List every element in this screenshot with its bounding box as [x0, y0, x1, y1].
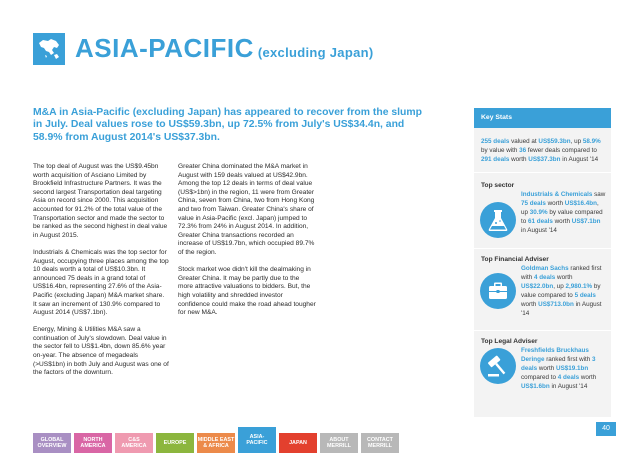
- nav-tab-middle-east-africa[interactable]: MIDDLE EAST & AFRICA: [197, 433, 235, 453]
- paragraph: Stock market woe didn't kill the dealmaking in Greater China. It may be partly due to the more attractive valuations to bidders. But, the high volatility and shredded investor confidence could make the road ahead tougher for new M&A.: [178, 266, 316, 317]
- asia-map-icon: [33, 33, 65, 65]
- body-column-1: [33, 163, 169, 386]
- key-stats-text: 255 deals valued at US$59.3bn, up 58.9% by value with 36 fewer deals compared to 291 deals worth US$37.3bn in August '14: [481, 138, 601, 163]
- page-title-text: ASIA-PACIFIC: [75, 33, 254, 63]
- divider: [474, 172, 611, 173]
- nav-tab-asia-pacific[interactable]: ASIA- PACIFIC: [238, 427, 276, 453]
- gavel-icon: [480, 348, 516, 384]
- top-sector-text: Industrials & Chemicals saw 75 deals worth US$16.4bn, up 30.9% by value compared to 61 deals worth US$7.1bn in August '14: [521, 191, 606, 234]
- page-title: [75, 33, 373, 64]
- top-financial-adviser-text: Goldman Sachs ranked first with 4 deals worth US$22.0bn, up 2,980.1% by value compared to 5 deals worth US$713.0bn in August '14: [521, 265, 602, 317]
- nav-tab-contact-merrill[interactable]: CONTACT MERRILL: [361, 433, 399, 453]
- key-stats-header: [474, 108, 611, 128]
- nav-tab-japan[interactable]: JAPAN: [279, 433, 317, 453]
- paragraph: Energy, Mining & Utilities M&A saw a continuation of July's slowdown. Deal value in the sector fell to US$1.4bn, down 85.6% year on-year. The absence of megadeals (>US$1bn) in both July and August was one of the factors of the downturn.: [33, 326, 169, 377]
- divider: [474, 248, 611, 249]
- nav-tab-about-merrill[interactable]: ABOUT MERRILL: [320, 433, 358, 453]
- section-nav: [33, 433, 402, 453]
- paragraph: Industrials & Chemicals was the top sector for August, occupying three places among the top 10 deals worth a total of US$10.3bn. It announced 75 deals in a grand total of US$16.4bn, representing 27.6% of the Asia-Pacific (excluding Japan) M&A market share. It saw an increment of 130.9% compared to August 2014 (US$7.1bn).: [33, 248, 169, 317]
- top-sector-label: Top sector: [481, 182, 515, 189]
- page-number-text: 40: [602, 425, 610, 432]
- paragraph: The top deal of August was the US$9.45bn worth acquisition of Asciano Limited by Brookfield Infrastructure Partners. It was the second largest Transportation deal targeting Asia on record since 2000. This acquisition accounted for 91.2% of the total value of the Transportation sector and made the sector to be ranked as the second highest in deal value in August 2015.: [33, 163, 168, 239]
- page-number: [596, 422, 616, 436]
- nav-tab-global-overview[interactable]: GLOBAL OVERVIEW: [33, 433, 71, 453]
- top-legal-adviser-label: Top Legal Adviser: [481, 338, 538, 345]
- page-subtitle: (excluding Japan): [257, 45, 374, 60]
- body-column-2: [178, 163, 316, 326]
- top-legal-adviser-text: Freshfields Bruckhaus Deringe ranked first with 3 deals worth US$19.1bn compared to 4 deals worth US$1.6bn in August '14: [521, 347, 597, 390]
- key-stats-heading: Key Stats: [481, 114, 512, 121]
- nav-tab-north-america[interactable]: NORTH AMERICA: [74, 433, 112, 453]
- divider: [474, 330, 611, 331]
- briefcase-icon: [480, 273, 516, 309]
- key-stats-sidebar: [474, 108, 611, 417]
- top-financial-adviser-label: Top Financial Adviser: [481, 256, 549, 263]
- nav-tab-cs-america[interactable]: C&S AMERICA: [115, 433, 153, 453]
- flask-icon: [480, 202, 516, 238]
- nav-tab-europe[interactable]: EUROPE: [156, 433, 194, 453]
- paragraph: Greater China dominated the M&A market in August with 159 deals valued at US$42.9bn. Among the top 12 deals in terms of deal value (US$>1bn) in the region, 11 were from Greater China, seven from China, two from Hong Kong and two from Taiwan. Greater China's share of value in Asia-Pacific (excl. Japan) jumped to 72.3% from 24% in August 2014. In addition, Greater China transactions recorded an increase of US$19.7bn, which occupied 89.7% of the region.: [178, 163, 315, 256]
- lede-paragraph: M&A in Asia-Pacific (excluding Japan) has appeared to recover from the slump in July. Deal values rose to US$59.3bn, up 72.5% from July's US$34.4n, and 58.9% from August 2014's US$37.3bn.: [33, 107, 422, 143]
